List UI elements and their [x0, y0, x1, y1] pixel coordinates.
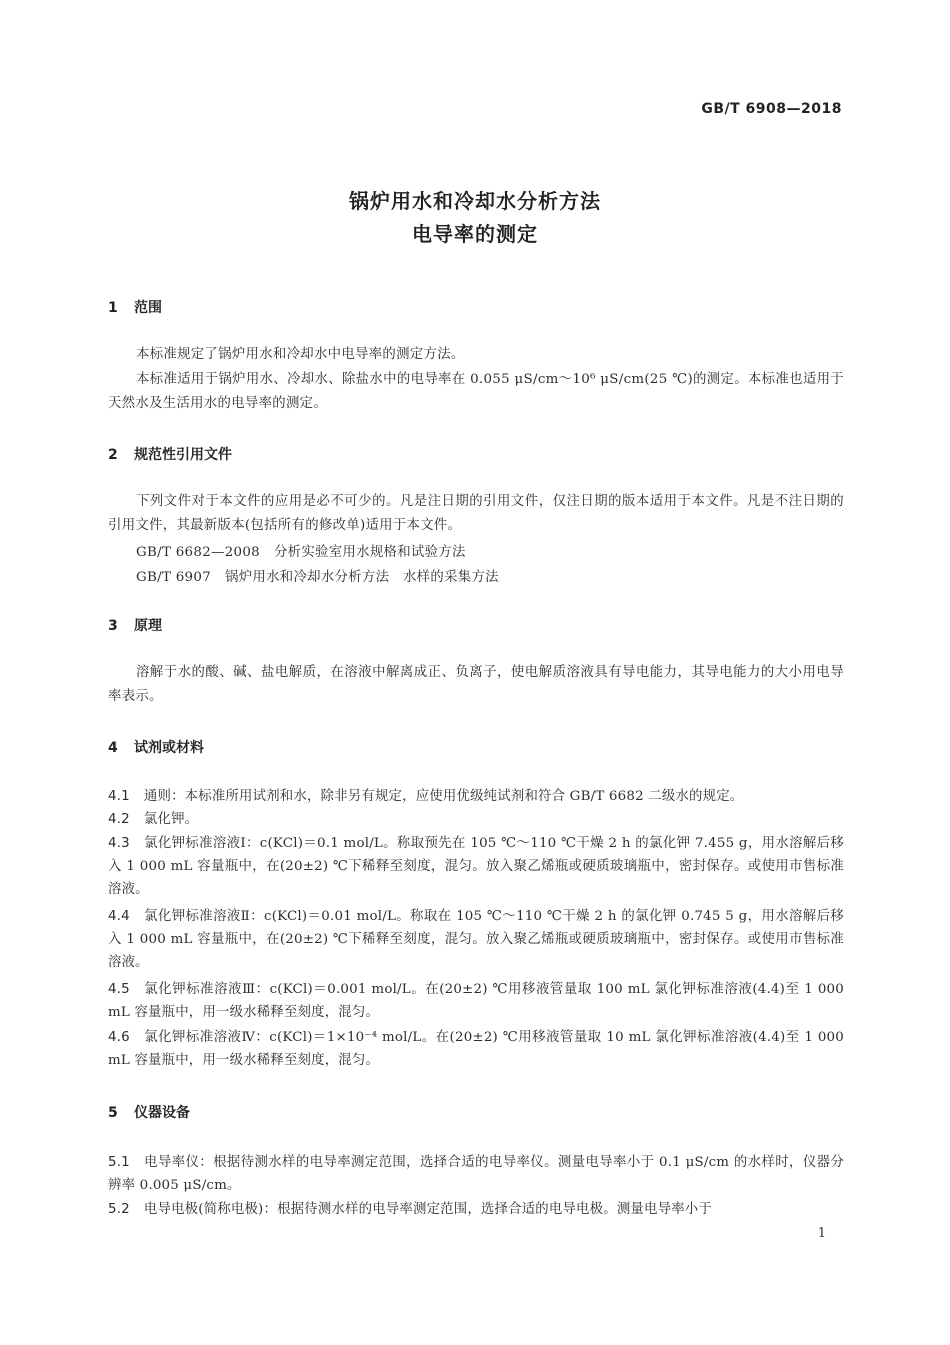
- clause-4-2: [108, 808, 844, 831]
- section-title: 原理: [134, 618, 162, 634]
- clause-text: 氯化钾标准溶液Ⅱ：c(KCl)＝0.01 mol/L。称取在 105 ℃～110 ℃干燥 2 h 的氯化钾 0.745 5 g，用水溶解后移入 1 000 mL 容量瓶中，在(20±2) ℃下稀释至刻度，混匀。放入聚乙烯瓶或硬质玻璃瓶中，密封保存。或使用市售标准溶液。: [108, 909, 844, 970]
- clause-text: 氯化钾标准溶液Ⅰ：c(KCl)＝0.1 mol/L。称取预先在 105 ℃～110 ℃干燥 2 h 的氯化钾 7.455 g，用水溶解后移入 1 000 mL 容量瓶中，在(20±2) ℃下稀释至刻度，混匀。放入聚乙烯瓶或硬质玻璃瓶中，密封保存。或使用市售标准溶液。: [108, 836, 844, 897]
- clause-text: 通则：本标准所用试剂和水，除非另有规定，应使用优级纯试剂和符合 GB/T 6682 二级水的规定。: [143, 789, 744, 804]
- section-title: 试剂或材料: [134, 740, 204, 756]
- reference-code: GB/T 6682—2008: [136, 545, 260, 560]
- clause-text: 电导率仪：根据待测水样的电导率测定范围，选择合适的电导率仪。测量电导率小于 0.1 μS/cm 的水样时，仪器分辨率 0.005 μS/cm。: [108, 1155, 844, 1193]
- section-number: 2: [108, 447, 118, 463]
- clause-5-2: [108, 1198, 844, 1221]
- clause-text: 氯化钾标准溶液Ⅳ：c(KCl)＝1×10⁻⁴ mol/L。在(20±2) ℃用移液管量取 10 mL 氯化钾标准溶液(4.4)至 1 000 mL 容量瓶中，用一级水稀释至刻度，混匀。: [108, 1030, 844, 1068]
- reference-title: 锅炉用水和冷却水分析方法 水样的采集方法: [225, 570, 499, 585]
- clause-4-6: [108, 1026, 844, 1072]
- section-number: 3: [108, 618, 118, 634]
- scope-paragraph-1: 本标准规定了锅炉用水和冷却水中电导率的测定方法。: [136, 347, 465, 362]
- clause-number: 4.1: [108, 789, 130, 804]
- document-title-line2: 电导率的测定: [412, 222, 538, 246]
- section-heading-reagents: [108, 737, 204, 757]
- clause-number: 4.6: [108, 1030, 130, 1045]
- page-number: 1: [817, 1226, 826, 1241]
- clause-4-1: [108, 785, 844, 808]
- section-number: 5: [108, 1105, 118, 1121]
- principle-paragraph: 溶解于水的酸、碱、盐电解质，在溶液中解离成正、负离子，使电解质溶液具有导电能力，其导电能力的大小用电导率表示。: [108, 665, 844, 704]
- clause-number: 5.2: [108, 1202, 130, 1217]
- reference-code: GB/T 6907: [136, 570, 212, 585]
- clause-4-4: [108, 905, 844, 974]
- section-heading-normative-references: [108, 444, 232, 464]
- section-number: 1: [108, 300, 118, 316]
- scope-paragraph-2: 本标准适用于锅炉用水、冷却水、除盐水中的电导率在 0.055 μS/cm～10⁶ μS/cm(25 ℃)的测定。本标准也适用于天然水及生活用水的电导率的测定。: [108, 372, 844, 411]
- clause-4-5: [108, 978, 844, 1024]
- section-heading-scope: [108, 297, 162, 317]
- clause-number: 4.3: [108, 836, 130, 851]
- clause-4-3: [108, 832, 844, 901]
- section-title: 范围: [134, 300, 162, 316]
- clause-number: 4.2: [108, 812, 130, 827]
- section-title: 仪器设备: [134, 1105, 190, 1121]
- section-title: 规范性引用文件: [134, 447, 232, 463]
- section-heading-principle: [108, 615, 162, 635]
- clause-text: 氯化钾标准溶液Ⅲ：c(KCl)＝0.001 mol/L。在(20±2) ℃用移液管量取 100 mL 氯化钾标准溶液(4.4)至 1 000 mL 容量瓶中，用一级水稀释至刻度，混匀。: [108, 982, 844, 1020]
- clause-text: 氯化钾。: [143, 812, 199, 827]
- reference-title: 分析实验室用水规格和试验方法: [273, 545, 466, 560]
- reference-item-2: [136, 566, 499, 585]
- clause-text: 电导电极(简称电极)：根据待测水样的电导率测定范围，选择合适的电导电极。测量电导率小于: [143, 1202, 712, 1217]
- section-heading-apparatus: [108, 1102, 190, 1122]
- standard-code: GB/T 6908—2018: [701, 101, 842, 117]
- document-title-line1: 锅炉用水和冷却水分析方法: [349, 189, 601, 213]
- clause-number: 4.4: [108, 909, 130, 924]
- clause-number: 5.1: [108, 1155, 130, 1170]
- clause-number: 4.5: [108, 982, 130, 997]
- clause-5-1: [108, 1151, 844, 1197]
- section-number: 4: [108, 740, 118, 756]
- reference-item-1: [136, 541, 466, 560]
- references-paragraph: 下列文件对于本文件的应用是必不可少的。凡是注日期的引用文件，仅注日期的版本适用于本文件。凡是不注日期的引用文件，其最新版本(包括所有的修改单)适用于本文件。: [108, 494, 844, 533]
